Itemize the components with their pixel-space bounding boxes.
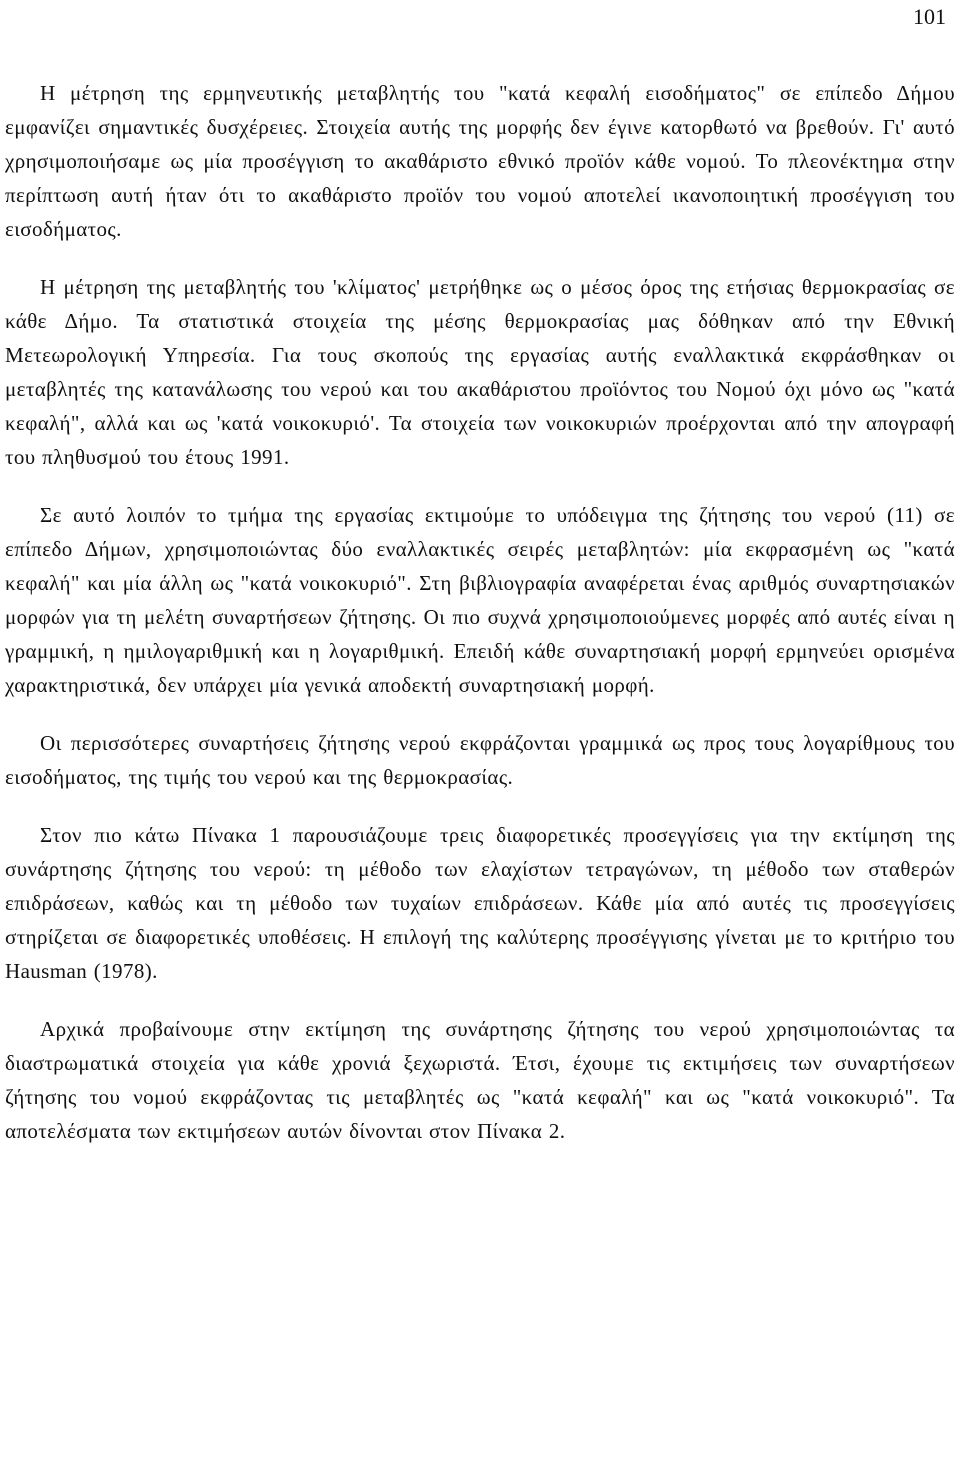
paragraph-initial-estimation: Αρχικά προβαίνουμε στην εκτίμηση της συνάρτησης ζήτησης του νερού χρησιμοποιώντας τα διαστρωματικά στοιχεία για κάθε χρονιά ξεχωριστά. Έτσι, έχουμε τις εκτιμήσεις των συναρτήσεων ζήτησης του νομού εκφράζοντας τις μεταβλητές ως "κατά κεφαλή" και ως "κατά νοικοκυριό". Τα αποτελέσματα των εκτιμήσεων αυτών δίνονται στον Πίνακα 2. [5,1017,955,1143]
paragraph-income-measurement: Η μέτρηση της ερμηνευτικής μεταβλητής του "κατά κεφαλή εισοδήματος" σε επίπεδο Δήμου εμφανίζει σημαντικές δυσχέρειες. Στοιχεία αυτής της μορφής δεν έγινε κατορθωτό να βρεθούν. Γι' αυτό χρησιμοποιήσαμε ως μία προσέγγιση το ακαθάριστο εθνικό προϊόν κάθε νομού. Το πλεονέκτημα στην περίπτωση αυτή ήταν ότι το ακαθάριστο προϊόν του νομού αποτελεί ικανοποιητική προσέγγιση του εισοδήματος. [5,81,955,241]
page-body [5,76,955,1148]
paragraph-estimation-methods: Στον πιο κάτω Πίνακα 1 παρουσιάζουμε τρεις διαφορετικές προσεγγίσεις για την εκτίμηση της συνάρτησης ζήτησης του νερού: τη μέθοδο των ελαχίστων τετραγώνων, τη μέθοδο των σταθερών επιδράσεων, καθώς και τη μέθοδο των τυχαίων επιδράσεων. Κάθε μία από αυτές τις προσεγγίσεις στηρίζεται σε διαφορετικές υποθέσεις. Η επιλογή της καλύτερης προσέγγισης γίνεται με το κριτήριο του Hausman (1978). [5,823,955,983]
paragraph-demand-model: Σε αυτό λοιπόν το τμήμα της εργασίας εκτιμούμε το υπόδειγμα της ζήτησης του νερού (11) σε επίπεδο Δήμων, χρησιμοποιώντας δύο εναλλακτικές σειρές μεταβλητών: μία εκφρασμένη ως "κατά κεφαλή" και μία άλλη ως "κατά νοικοκυριό". Στη βιβλιογραφία αναφέρεται ένας αριθμός συναρτησιακών μορφών για τη μελέτη συναρτήσεων ζήτησης. Οι πιο συχνά χρησιμοποιούμενες μορφές από αυτές είναι η γραμμική, η ημιλογαριθμική και η λογαριθμική. Επειδή κάθε συναρτησιακή μορφή ερμηνεύει ορισμένα χαρακτηριστικά, δεν υπάρχει μία γενικά αποδεκτή συναρτησιακή μορφή. [5,503,955,697]
paragraph-climate-variable: Η μέτρηση της μεταβλητής του 'κλίματος' μετρήθηκε ως ο μέσος όρος της ετήσιας θερμοκρασίας σε κάθε Δήμο. Τα στατιστικά στοιχεία της μέσης θερμοκρασίας μας δόθηκαν από την Εθνική Μετεωρολογική Υπηρεσία. Για τους σκοπούς της εργασίας αυτής εναλλακτικά εκφράσθηκαν οι μεταβλητές της κατανάλωσης του νερού και του ακαθάριστου προϊόντος του Νομού όχι μόνο ως "κατά κεφαλή", αλλά και ως 'κατά νοικοκυριό'. Τα στοιχεία των νοικοκυριών προέρχονται από την απογραφή του πληθυσμού του έτους 1991. [5,275,955,469]
page-number: 101 [913,4,946,29]
paragraph-demand-functions: Οι περισσότερες συναρτήσεις ζήτησης νερού εκφράζονται γραμμικά ως προς τους λογαρίθμους του εισοδήματος, της τιμής του νερού και της θερμοκρασίας. [5,731,955,789]
